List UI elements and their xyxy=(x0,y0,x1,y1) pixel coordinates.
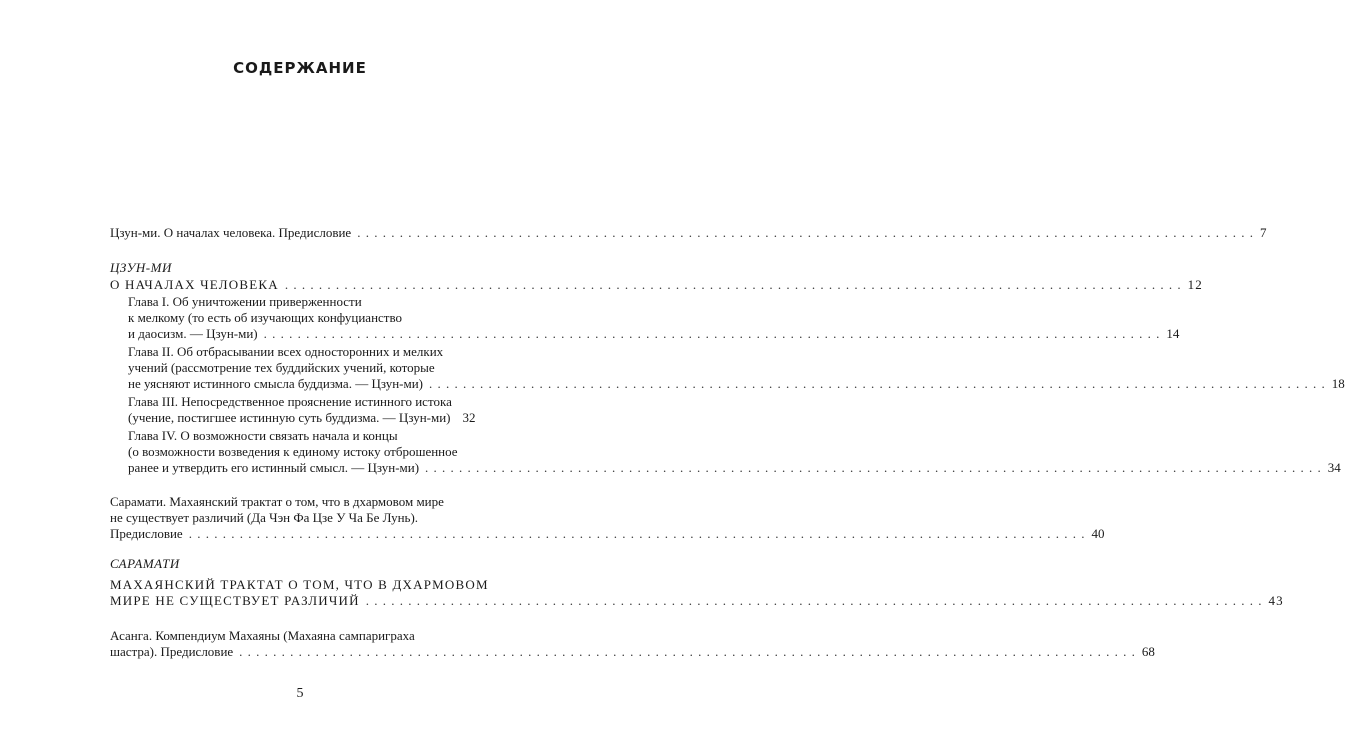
entry-line-last: и даосизм. — Цзун-ми) xyxy=(128,326,258,341)
entry-line-last: не уясняют истинного смысла буддизма. — Цзун-ми) xyxy=(128,376,424,391)
dot-leader: . . . . . . . . . . . . . . . . . . . . . . . . . . . . . . . . . . . . . . . . . . . . . . . . . . . . . . . . . . . . . . . . . . . . . . . . . . . . . . . . . . . . . . . . . . . . . . . . . . . . . . . . . . xyxy=(357,225,1254,240)
dot-leader: . . . . . . . . . . . . . . . . . . . . . . . . . . . . . . . . . . . . . . . . . . . . . . . . . . . . . . . . . . . . . . . . . . . . . . . . . . . . . . . . . . . . . . . . . . . . . . . . . . . . . . . . . . xyxy=(425,460,1322,475)
page-ref: 43 xyxy=(1268,593,1284,608)
contents-heading: СОДЕРЖАНИЕ xyxy=(233,59,367,77)
page-ref: 34 xyxy=(1327,460,1341,475)
entry-line: учений (рассмотрение тех буддийских учений, которые xyxy=(128,360,435,375)
entry-line: к мелкому (то есть об изучающих конфуцианство xyxy=(128,310,403,325)
entry-line-last: МИРЕ НЕ СУЩЕСТВУЕТ РАЗЛИЧИЙ xyxy=(110,593,360,608)
toc-entry-origins-of-man[interactable] xyxy=(110,277,1203,293)
dot-leader: . . . . . . . . . . . . . . . . . . . . . . . . . . . . . . . . . . . . . . . . . . . . . . . . . . . . . . . . . . . . . . . . . . . . . . . . . . . . . . . . . . . . . . . . . . . . . . . . . . . . . . . . . . xyxy=(263,326,1161,341)
section-label-tsung-mi: ЦЗУН-МИ xyxy=(110,260,172,275)
page-ref: 32 xyxy=(462,410,476,425)
dot-leader: . . . . . . . . . . . . . . . . . . . . . . . . . . . . . . . . . . . . . . . . . . . . . . . . . . . . . . . . . . . . . . . . . . . . . . . . . . . . . . . . . . . . . . . . . . . . . . . . . . . . . . . . . . xyxy=(188,526,1086,541)
entry-line: Асанга. Компендиум Махаяны (Махаяна сампариграха xyxy=(110,628,415,643)
entry-line: Глава III. Непосредственное прояснение истинного истока xyxy=(128,394,452,409)
entry-line-last: шастра). Предисловие xyxy=(110,644,234,659)
page-ref: 18 xyxy=(1331,376,1345,391)
entry-line: Глава II. Об отбрасывании всех односторонних и мелких xyxy=(128,344,444,359)
toc-entry-mahayana-treatise[interactable] xyxy=(110,577,1284,609)
page-ref: 14 xyxy=(1166,326,1180,341)
entry-line: не существует различий (Да Чэн Фа Цзе У Ча Бе Лунь). xyxy=(110,510,419,525)
entry-line-last: Предисловие xyxy=(110,526,183,541)
page-ref: 12 xyxy=(1187,277,1203,292)
dot-leader: . . . . . . . . . . . . . . . . . . . . . . . . . . . . . . . . . . . . . . . . . . . . . . . . . . . . . . . . . . . . . . . . . . . . . . . . . . . . . . . . . . . . . . . . . . . . . . . . . . . . . . . . . . xyxy=(365,593,1263,608)
toc-entry-chapter-3[interactable] xyxy=(128,394,476,426)
dot-leader: . . . . . . . . . . . . . . . . . . . . . . . . . . . . . . . . . . . . . . . . . . . . . . . . . . . . . . . . . . . . . . . . . . . . . . . . . . . . . . . . . . . . . . . . . . . . . . . . . . . . . . . . . . xyxy=(284,277,1182,292)
entry-title: О НАЧАЛАХ ЧЕЛОВЕКА xyxy=(110,277,279,292)
entry-line-last: ранее и утвердить его истинный смысл. — Цзун-ми) xyxy=(128,460,420,475)
dot-leader: . . . . . . . . . . . . . . . . . . . . . . . . . . . . . . . . . . . . . . . . . . . . . . . . . . . . . . . . . . . . . . . . . . . . . . . . . . . . . . . . . . . . . . . . . . . . . . . . . . . . . . . . . . xyxy=(239,644,1136,659)
toc-entry-tsung-mi-preface[interactable] xyxy=(110,225,1267,241)
dot-leader: . . . . . . . . . . . . . . . . . . . . . . . . . . . . . . . . . . . . . . . . . . . . . . . . . . . . . . . . . . . . . . . . . . . . . . . . . . . . . . . . . . . . . . . . . . . . . . . . . . . . . . . . . . xyxy=(429,376,1326,391)
toc-entry-chapter-1[interactable] xyxy=(128,294,1180,342)
page-ref: 7 xyxy=(1259,225,1267,240)
entry-line-last: (учение, постигшее истинную суть буддизма. — Цзун-ми) xyxy=(128,410,451,425)
page-number: 5 xyxy=(296,686,304,701)
page-ref: 40 xyxy=(1091,526,1105,541)
entry-line: (о возможности возведения к единому истоку отброшенное xyxy=(128,444,458,459)
page-ref: 68 xyxy=(1141,644,1155,659)
section-label-saramati: САРАМАТИ xyxy=(110,556,180,571)
toc-entry-saramati-preface[interactable] xyxy=(110,494,1105,542)
toc-entry-chapter-2[interactable] xyxy=(128,344,1345,392)
toc-entry-chapter-4[interactable] xyxy=(128,428,1341,476)
entry-line: Сарамати. Махаянский трактат о том, что в дхармовом мире xyxy=(110,494,444,509)
toc-entry-asanga-preface[interactable] xyxy=(110,628,1155,660)
entry-line: Глава IV. О возможности связать начала и концы xyxy=(128,428,398,443)
entry-title: Цзун-ми. О началах человека. Предисловие xyxy=(110,225,352,240)
entry-line: Глава I. Об уничтожении приверженности xyxy=(128,294,362,309)
entry-line: МАХАЯНСКИЙ ТРАКТАТ О ТОМ, ЧТО В ДХАРМОВОМ xyxy=(110,577,489,592)
